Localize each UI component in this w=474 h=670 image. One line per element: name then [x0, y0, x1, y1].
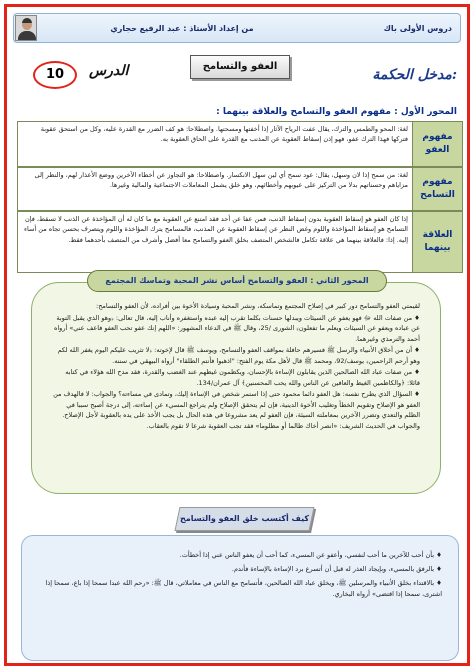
axis2-paragraph: ♦ أن من أخلاق الأنبياء والرسل ﷺ فسيرهم حافلة بمواقف العفو والتسامح، ويوسف ﷺ قال لإخوته: ﴿لا تثريب عليكم اليوم يغفر الله لكم وهو أرحم الراحمين﴾ يوسف/92، ومحمد ﷺ قال لأهل مكة يوم الفتح: "اذهبوا فأنتم الطلقاء" أرواه البيهقي في سننه. [57, 346, 420, 365]
author-photo [15, 15, 37, 41]
axis2-paragraph: لقيمتي العفو والتسامح دور كبير في إصلاح المجتمع وتماسكه، ونشر المحبة وسيادة الأخوة بين أفراده، لأن العفو والتسامح: [96, 302, 420, 310]
axis3-panel [21, 535, 459, 661]
course-title: دروس الأولى باك [383, 23, 452, 33]
axis2-paragraph: ♦ السؤال الذي يطرح نفسه: هل العفو دائما محمود حتى إذا استمر شخص في الإساءة إليك، وتمادى في مساءته؟ والجواب: لا فالهدف من العفو هو الإصلاح وتقويم الخطأ وتغليب الأخوة الدينية، فإن لم يتحقق الإصلاح ولم يتراجع المسيء عن إساءته، إلى درجة أصبح سببا في الظلم والتعدي وتضرر الآخرين بمعاملته السيئة، فإن العفو لم يعد مشروعا في هذه الحال بل يجب الأخذ على يده بالعقوبة لأجل الإصلاح. والجواب في الحديث الشريف: «انصر أخاك ظالما أو مظلوما» فقد تجب العقوبة شرعا لا تقوم بالعقاب. [53, 390, 420, 430]
axis2-paragraph: ♦ من صفات الله ﷻ فهو يعفو عن السيئات ويبدلها حسنات بكلما تقرب إليه عبده واستغفره وأناب إليه، قال تعالى: ﴿وهو الذي يقبل التوبة عن عباده ويعفو عن السيئات ويعلم ما تفعلون﴾ الشورى /25، وقال ﷺ في الدعاء المشهور: «اللهم إنك عفو تحب العفو فاعف عني» أرواه أحمد والترمذي وغيرهما. [53, 313, 420, 343]
axis3-paragraph: ♦ بأن أحب للآخرين ما أحب لنفسي، وأعفو عن المسيء، كما أحب أن يعفو الناس عني إذا أخطأت. [179, 551, 442, 559]
definitions-table [17, 121, 463, 273]
row-text: لغة: من سمح إذا لان وسهل، يقال: عود سمح أي لين سهل الانكسار. واصطلاحا: هو التجاوز عن أخطاء الآخرين ووضع الأعذار لهم، والنظر إلى مزاياهم وحسناتهم بدلا من التركيز على عيوبهم وأخطائهم، وهو خلق يشمل المعاملات الاجتماعية والمالية وغيرها. [34, 171, 408, 190]
axis3-heading: كيف أكتسب خلق العفو والتسامح [180, 514, 309, 523]
axis2-heading: المحور الثاني : العفو والتسامح أساس نشر المحبة وتماسك المجتمع [87, 270, 387, 292]
lesson-title: العفو والتسامح [190, 55, 290, 79]
page-frame [4, 4, 470, 666]
axis2-panel [31, 282, 441, 494]
intro-heading: مدخل الحكمة: [372, 67, 457, 83]
lesson-label: الدرس [89, 63, 129, 79]
table-row [17, 121, 463, 167]
row-text: لغة: المحو والطمس والترك، يقال عفت الرياح الآثار إذا أخفتها ومسحتها. واصطلاحا: هو كف الضرر مع القدرة عليه، وكل من استحق عقوبة فتركها فهذا الترك عفو، فهو إذن إسقاط العقوبة عن المذنب مع القدرة على الحاق العقوبة به. [40, 125, 408, 144]
row-label: مفهوم العفو [412, 122, 462, 166]
author-credit: من إعداد الأستاذ : عبد الرفيع حجاري [110, 23, 254, 33]
row-text: إذا كان العفو هو إسقاط العقوبة بدون إسقاط الذنب، فمن عفا عن أحد فقد امتنع عن العقوبة مع ما كان له أن المؤاخذة عن الذنب لا تسقط، فإن التسامح هو إسقاط المؤاخذة واللوم وغض النظر عن إسقاط العقوبة عن المذنب، فالمسامح يترك المؤاخذة واللوم ويتصرف بحسن تجاه من أساء إليه. إذا: فالعلاقة بينهما هي علاقة تكامل فالشخص المتصف بخلق العفو والتسامح معا أفضل وأشرف من المتصف بأحدهما فقط. [23, 215, 408, 244]
row-label: مفهوم التسامح [412, 168, 462, 210]
axis1-heading: المحور الأول : مفهوم العفو والتسامح والعلاقة بينهما : [216, 107, 457, 117]
axis3-paragraph: ♦ بالرفق بالمسيء، وبإيجاد العذر له قبل أن أتسرع برد الإساءة بالإساءة فأندم. [231, 565, 442, 574]
row-label: العلاقة بينهما [412, 212, 462, 272]
axis2-paragraph: ♦ من صفات عباد الله الصالحين الذين يقابلون الإساءة بالإحسان، ويكظمون غيظهم عند الغضب والقدرة، فقد مدح الله هؤلاء في كتابه قائلا: ﴿والكاظمين الغيظ والعافين عن الناس والله يحب المحسنين﴾ آل عمران/134. [65, 368, 420, 387]
table-row [17, 167, 463, 211]
lesson-number-badge: 10 [33, 61, 77, 89]
header-bar [13, 13, 461, 43]
table-row [17, 211, 463, 273]
axis3-paragraph: ♦ بالاقتداء بخلق الأنبياء والمرسلين ﷺ، ويخلق عباد الله الصالحين، فأتسامح مع الناس في معاملاتي، قال ﷺ: «رحم الله عبدا سمحا إذا باع، سمحا إذا اشترى، سمحا إذا اقتضى» أرواه البخاري. [45, 579, 442, 599]
